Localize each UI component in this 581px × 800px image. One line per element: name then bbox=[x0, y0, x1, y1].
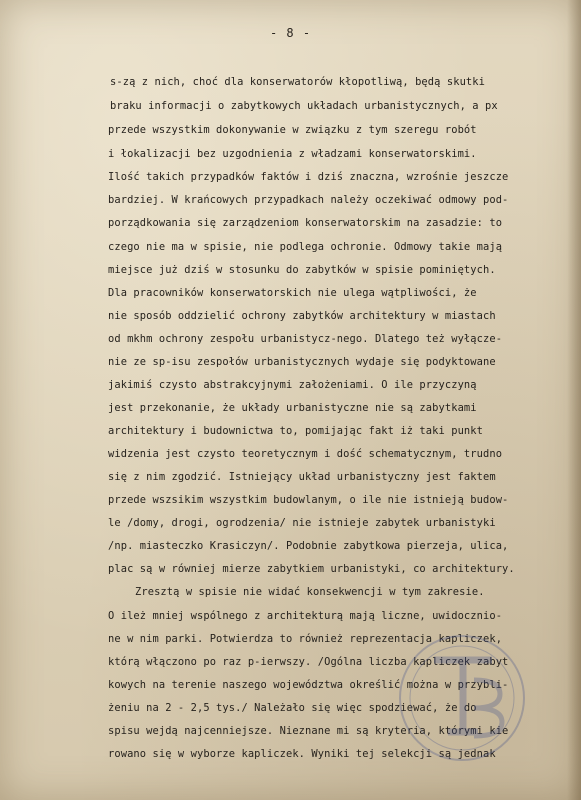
text-line: i łokalizacji bez uzgodnienia z władzami konserwatorskimi. bbox=[108, 148, 477, 160]
text-line: kowych na terenie naszego województwa określić można w przybli- bbox=[108, 679, 509, 691]
text-line: plac są w równiej mierze zabytkiem urbanistyki, co architektury. bbox=[108, 563, 515, 575]
archive-stamp-watermark bbox=[362, 620, 552, 770]
text-line: jakimiś czysto abstrakcyjnymi założeniami. O ile przyczyną bbox=[108, 379, 477, 391]
text-line: spisu wejdą najcenniejsze. Nieznane mi są kryteria, którymi kie bbox=[108, 725, 509, 737]
text-line: jest przekonanie, że układy urbanistyczne nie są zabytkami bbox=[108, 402, 477, 414]
text-line: od mkhm ochrony zespołu urbanistycz-nego. Dlatego też wyłącze- bbox=[108, 333, 503, 345]
text-line: się z nim zgodzić. Istniejący układ urbanistyczny jest faktem bbox=[108, 471, 496, 483]
text-line: przede wszsikim wszystkim budowlanym, o ile nie istnieją budow- bbox=[108, 494, 509, 506]
text-line: nie sposób oddzielić ochrony zabytków architektury w miastach bbox=[108, 310, 496, 322]
text-line: architektury i budownictwa to, pomijając fakt iż taki punkt bbox=[108, 425, 483, 437]
text-line: żeniu na 2 - 2,5 tys./ Należało się więc spodziewać, że do bbox=[108, 702, 477, 714]
text-line: /np. miasteczko Krasiczyn/. Podobnie zabytkowa pierzeja, ulica, bbox=[108, 540, 509, 552]
text-line: Zresztą w spisie nie widać konsekwencji w tym zakresie. bbox=[135, 586, 485, 598]
text-line: braku informacji o zabytkowych układach urbanistycznych, a px bbox=[110, 100, 498, 112]
page-number: - 8 - bbox=[269, 26, 312, 40]
text-line: przede wszystkim dokonywanie w związku z tym szeregu robót bbox=[108, 124, 477, 136]
text-line: czego nie ma w spisie, nie podlega ochronie. Odmowy takie mają bbox=[108, 241, 503, 253]
text-line: Ilość takich przypadków faktów i dziś znaczna, wzrośnie jeszcze bbox=[108, 171, 509, 183]
text-line: bardziej. W krańcowych przypadkach należy oczekiwać odmowy pod- bbox=[108, 194, 509, 206]
text-line: le /domy, drogi, ogrodzenia/ nie istnieje zabytek urbanistyki bbox=[108, 517, 496, 529]
text-line: którą włączono po raz p-ierwszy. /Ogólna liczba kapliczek zabyt bbox=[108, 656, 509, 668]
text-line: O ileż mniej wspólnego z architekturą mają liczne, uwidocznio- bbox=[108, 610, 503, 622]
text-line: rowano się w wyborze kapliczek. Wyniki tej selekcji są jednak bbox=[108, 748, 496, 760]
text-line: widzenia jest czysto teoretycznym i dość schematycznym, trudno bbox=[108, 448, 503, 460]
text-line: porządkowania się zarządzeniom konserwatorskim na zasadzie: to bbox=[108, 217, 503, 229]
text-line: nie ze sp-isu zespołów urbanistycznych wydaje się podyktowane bbox=[108, 356, 496, 368]
text-line: miejsce już dziś w stosunku do zabytków w spisie pominiętych. bbox=[108, 264, 496, 276]
text-line: ne w nim parki. Potwierdza to również reprezentacja kapliczek, bbox=[108, 633, 503, 645]
text-line: Dla pracowników konserwatorskich nie ulega wątpliwości, że bbox=[108, 287, 477, 299]
text-line: s-zą z nich, choć dla konserwatorów kłopotliwą, będą skutki bbox=[110, 76, 485, 88]
